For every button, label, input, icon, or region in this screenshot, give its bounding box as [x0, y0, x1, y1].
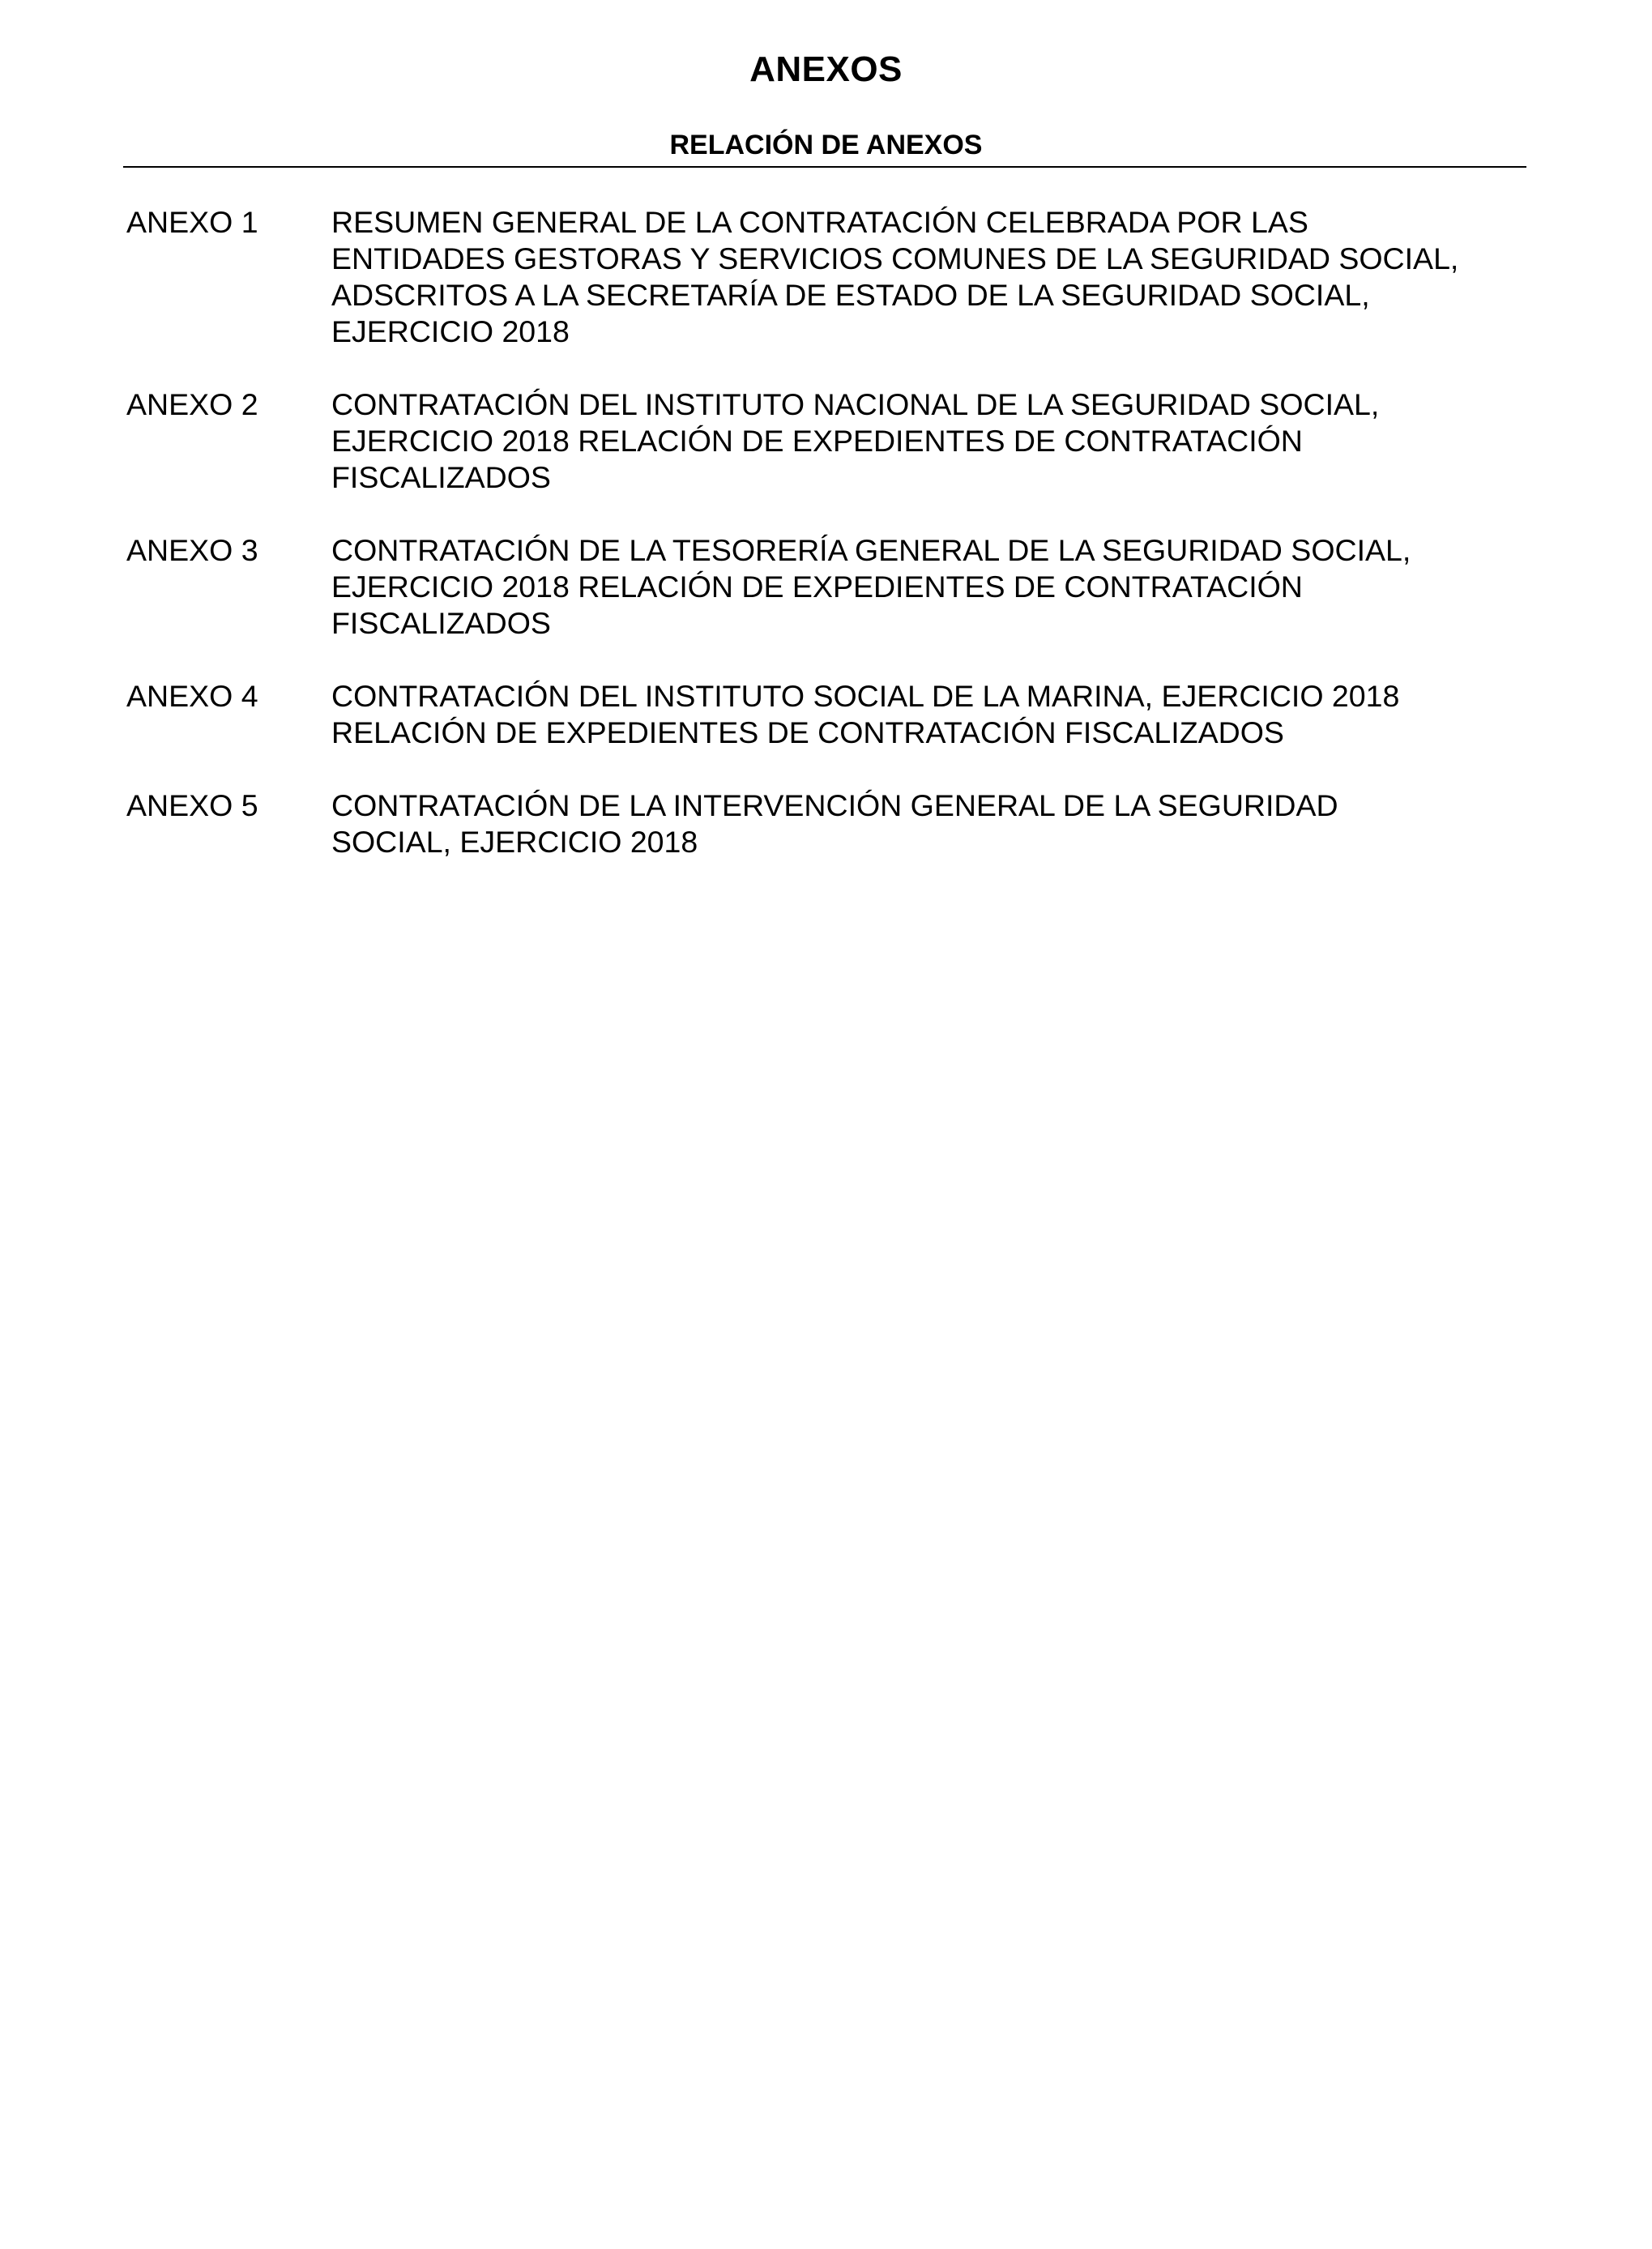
annex-label: ANEXO 2 — [126, 387, 258, 421]
annex-description-line: FISCALIZADOS — [331, 606, 551, 640]
annex-item-5 — [126, 787, 1536, 860]
annex-description-line: EJERCICIO 2018 — [331, 314, 570, 348]
annex-description-line: SOCIAL, EJERCICIO 2018 — [331, 825, 698, 859]
page-title: ANEXOS — [749, 49, 903, 89]
annex-description-line: EJERCICIO 2018 RELACIÓN DE EXPEDIENTES DE CONTRATACIÓN — [331, 424, 1303, 458]
annex-description-line: RELACIÓN DE EXPEDIENTES DE CONTRATACIÓN FISCALIZADOS — [331, 715, 1284, 749]
annex-description-line: CONTRATACIÓN DEL INSTITUTO SOCIAL DE LA MARINA, EJERCICIO 2018 — [331, 679, 1400, 713]
annex-label: ANEXO 1 — [126, 205, 258, 239]
annex-description — [331, 532, 1536, 642]
heading-divider — [123, 166, 1526, 168]
annex-description-line: ADSCRITOS A LA SECRETARÍA DE ESTADO DE LA SEGURIDAD SOCIAL, — [331, 278, 1370, 312]
section-heading: RELACIÓN DE ANEXOS — [669, 130, 983, 160]
annex-description-line: EJERCICIO 2018 RELACIÓN DE EXPEDIENTES DE CONTRATACIÓN — [331, 570, 1303, 604]
annex-description — [331, 204, 1536, 350]
annex-description-line: FISCALIZADOS — [331, 460, 551, 494]
annex-description-line: CONTRATACIÓN DE LA TESORERÍA GENERAL DE LA SEGURIDAD SOCIAL, — [331, 533, 1411, 567]
annex-label: ANEXO 3 — [126, 533, 258, 567]
annex-description — [331, 787, 1536, 860]
annex-list — [126, 204, 1536, 897]
annex-description-line: RESUMEN GENERAL DE LA CONTRATACIÓN CELEBRADA POR LAS — [331, 205, 1308, 239]
annex-item-3 — [126, 532, 1536, 642]
annex-description — [331, 678, 1536, 751]
annex-label: ANEXO 4 — [126, 679, 258, 713]
annex-label: ANEXO 5 — [126, 788, 258, 822]
annex-description-line: CONTRATACIÓN DEL INSTITUTO NACIONAL DE LA SEGURIDAD SOCIAL, — [331, 387, 1380, 421]
annex-item-1 — [126, 204, 1536, 350]
annex-item-2 — [126, 386, 1536, 496]
annex-description-line: CONTRATACIÓN DE LA INTERVENCIÓN GENERAL DE LA SEGURIDAD — [331, 788, 1338, 822]
annex-description-line: ENTIDADES GESTORAS Y SERVICIOS COMUNES DE LA SEGURIDAD SOCIAL, — [331, 241, 1459, 275]
annex-item-4 — [126, 678, 1536, 751]
annex-description — [331, 386, 1536, 496]
